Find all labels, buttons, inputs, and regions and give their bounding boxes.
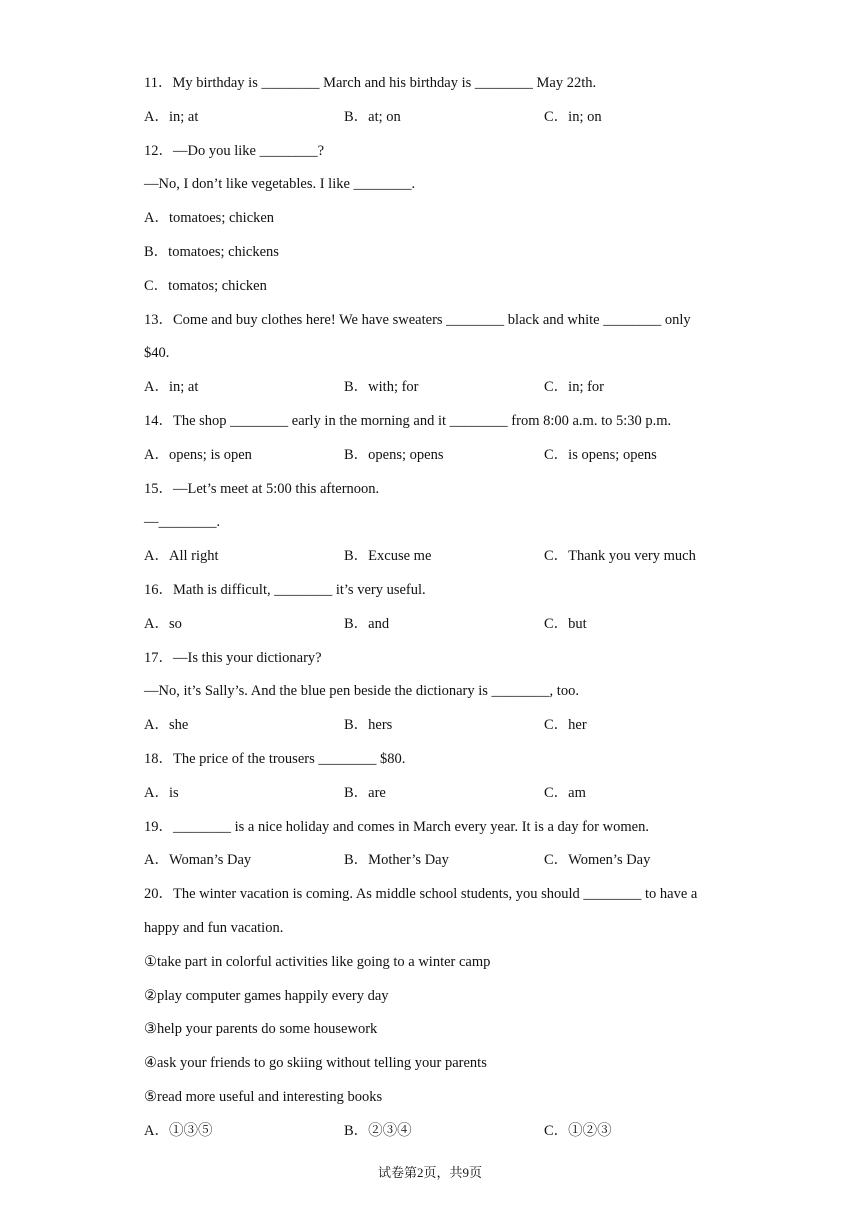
- option-b: B．at; on: [344, 108, 401, 125]
- option-row: [144, 378, 730, 396]
- option-a: A．in; at: [144, 379, 199, 396]
- option-c: C．in; for: [544, 379, 605, 396]
- option-c: C．Thank you very much: [544, 548, 696, 565]
- option-row: [144, 1122, 730, 1140]
- option-b: B．opens; opens: [344, 446, 444, 463]
- option-c: C．her: [544, 717, 587, 734]
- question-line: $40.: [144, 345, 170, 362]
- question-line: 17．—Is this your dictionary?: [144, 649, 322, 666]
- option-a: A．in; at: [144, 108, 199, 125]
- option-row: [144, 615, 730, 633]
- question-line: C．tomatos; chicken: [144, 277, 267, 294]
- question-line: —No, it’s Sally’s. And the blue pen beside the dictionary is ________, too.: [144, 683, 579, 700]
- option-row: [144, 784, 730, 802]
- option-row: [144, 547, 730, 565]
- question-line: 19．________ is a nice holiday and comes in March every year. It is a day for women.: [144, 818, 649, 835]
- option-row: [144, 716, 730, 734]
- question-line: —________.: [144, 514, 221, 531]
- option-a: A．opens; is open: [144, 446, 252, 463]
- question-line: 13．Come and buy clothes here! We have sweaters ________ black and white ________ only: [144, 311, 691, 328]
- option-a: A．she: [144, 717, 189, 734]
- question-line: 15．—Let’s meet at 5:00 this afternoon.: [144, 480, 380, 497]
- option-b: B．hers: [344, 717, 393, 734]
- option-row: [144, 446, 730, 464]
- option-b: B．Mother’s Day: [344, 852, 449, 869]
- question-line: ⑤read more useful and interesting books: [144, 1089, 383, 1105]
- question-line: 16．Math is difficult, ________ it’s very useful.: [144, 582, 426, 598]
- option-a: A．All right: [144, 548, 219, 565]
- option-row: [144, 108, 730, 126]
- option-b: B．are: [344, 784, 386, 801]
- option-a: A．so: [144, 615, 182, 632]
- question-line: B．tomatoes; chickens: [144, 244, 279, 260]
- question-line: 20．The winter vacation is coming. As middle school students, you should ________ to have a: [144, 886, 698, 903]
- question-line: ③help your parents do some housework: [144, 1021, 378, 1038]
- question-line: 14．The shop ________ early in the morning and it ________ from 8:00 a.m. to 5:30 p.m.: [144, 413, 672, 429]
- option-row: [144, 851, 730, 869]
- option-a: A．①③⑤: [144, 1122, 213, 1139]
- option-c: C．in; on: [544, 108, 602, 125]
- question-line: ②play computer games happily every day: [144, 987, 389, 1004]
- question-line: 11．My birthday is ________ March and his birthday is ________ May 22th.: [144, 75, 597, 91]
- option-b: B．and: [344, 615, 390, 632]
- question-line: ④ask your friends to go skiing without telling your parents: [144, 1055, 487, 1072]
- question-line: 18．The price of the trousers ________ $80.: [144, 751, 406, 767]
- question-line: 12．—Do you like ________?: [144, 142, 325, 159]
- question-line: A．tomatoes; chicken: [144, 210, 275, 227]
- option-a: A．is: [144, 784, 179, 801]
- option-c: C．but: [544, 615, 587, 632]
- option-c: C．①②③: [544, 1122, 612, 1139]
- option-b: B．②③④: [344, 1122, 412, 1139]
- option-b: B．with; for: [344, 379, 419, 396]
- option-c: C．Women’s Day: [544, 852, 651, 869]
- page-footer: 试卷第2页，共9页: [377, 1165, 482, 1180]
- option-c: C．is opens; opens: [544, 446, 657, 463]
- option-a: A．Woman’s Day: [144, 852, 252, 869]
- option-c: C．am: [544, 784, 586, 801]
- option-b: B．Excuse me: [344, 548, 432, 565]
- question-line: —No, I don’t like vegetables. I like ________.: [144, 176, 416, 193]
- question-line: ①take part in colorful activities like going to a winter camp: [144, 953, 491, 970]
- question-line: happy and fun vacation.: [144, 920, 284, 936]
